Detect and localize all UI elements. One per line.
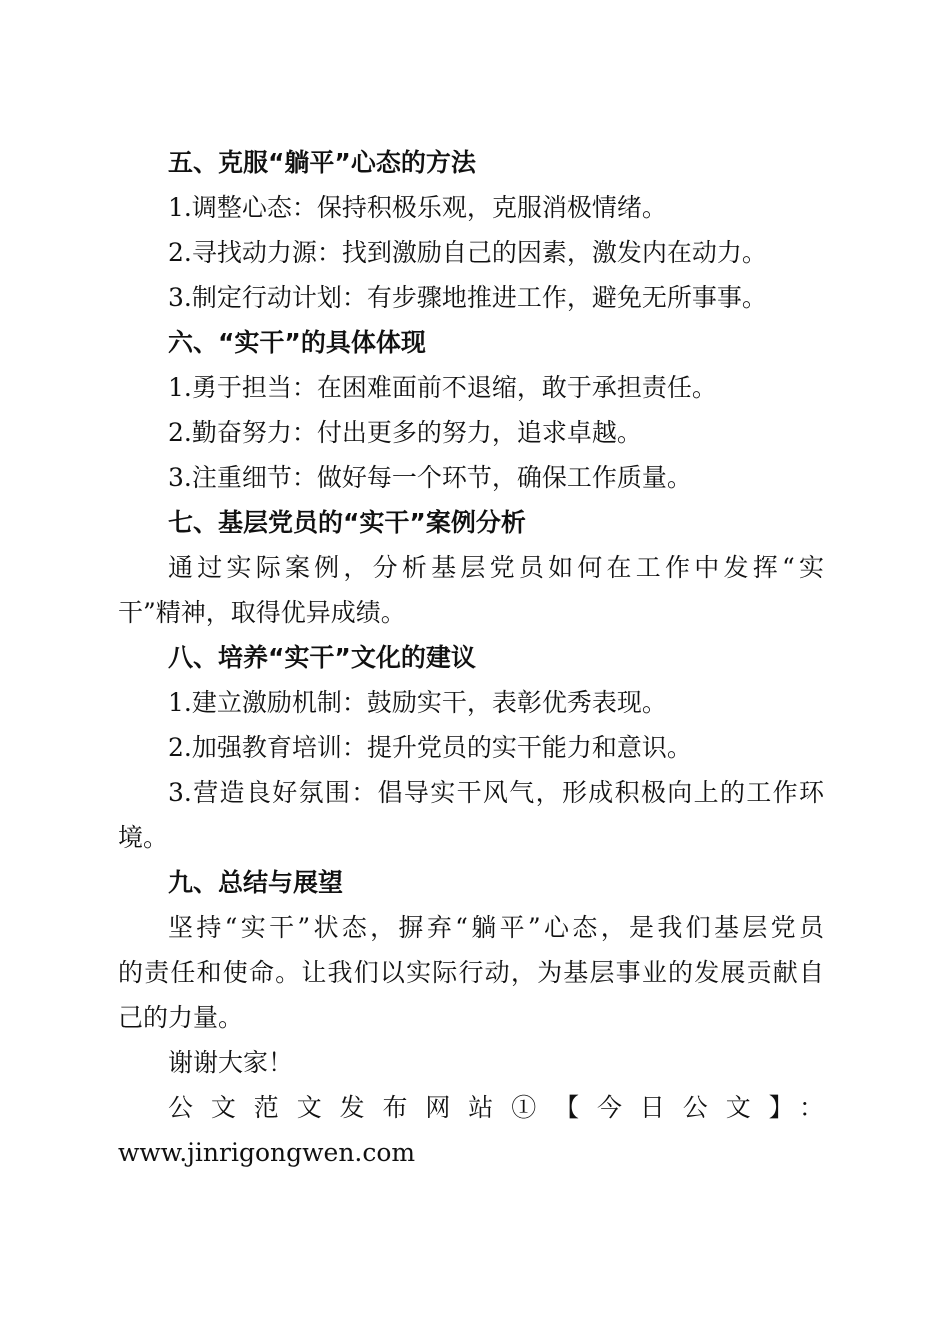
footer-site-line: 公文范文发布网站①【今日公文】： (168, 1093, 824, 1122)
section-9-heading: 九、总结与展望 (168, 868, 344, 897)
section-9-paragraph-line-3: 己的力量。 (118, 1003, 244, 1032)
section-7-paragraph-line-1: 通过实际案例，分析基层党员如何在工作中发挥“实 (168, 553, 824, 582)
closing-text: 谢谢大家！ (168, 1048, 294, 1077)
section-8-heading: 八、培养“实干”文化的建议 (168, 643, 476, 672)
section-6-item-1: 1.勇于担当：在困难面前不退缩，敢于承担责任。 (168, 373, 717, 402)
section-9-paragraph-line-2: 的责任和使命。让我们以实际行动，为基层事业的发展贡献自 (118, 958, 824, 987)
section-8-item-2: 2.加强教育培训：提升党员的实干能力和意识。 (168, 733, 692, 762)
section-5-item-1: 1.调整心态：保持积极乐观，克服消极情绪。 (168, 193, 667, 222)
section-6-item-3: 3.注重细节：做好每一个环节，确保工作质量。 (168, 463, 692, 492)
section-8-item-1: 1.建立激励机制：鼓励实干，表彰优秀表现。 (168, 688, 667, 717)
section-5-item-3: 3.制定行动计划：有步骤地推进工作，避免无所事事。 (168, 283, 767, 312)
section-6-item-2: 2.勤奋努力：付出更多的努力，追求卓越。 (168, 418, 642, 447)
section-6-heading: 六、“实干”的具体体现 (168, 328, 426, 357)
section-7-paragraph-line-2: 干”精神，取得优异成绩。 (118, 598, 406, 627)
document-page (118, 140, 824, 1175)
section-5-heading: 五、克服“躺平”心态的方法 (168, 148, 476, 177)
section-8-item-3-line-2: 境。 (118, 823, 169, 852)
section-7-heading: 七、基层党员的“实干”案例分析 (168, 508, 526, 537)
footer-url: www.jinrigongwen.com (118, 1138, 416, 1167)
section-9-paragraph-line-1: 坚持“实干”状态，摒弃“躺平”心态，是我们基层党员 (168, 913, 824, 942)
section-5-item-2: 2.寻找动力源：找到激励自己的因素，激发内在动力。 (168, 238, 767, 267)
section-8-item-3-line-1: 3.营造良好氛围：倡导实干风气，形成积极向上的工作环 (168, 778, 824, 807)
